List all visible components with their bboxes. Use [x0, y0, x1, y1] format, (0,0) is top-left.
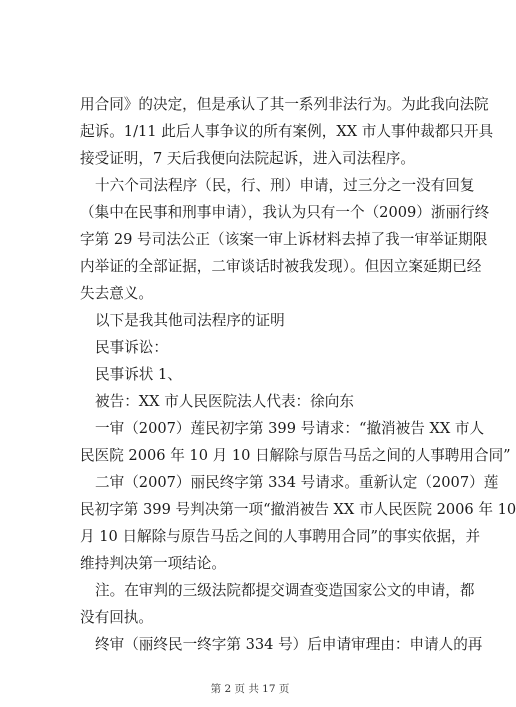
body-text-line: 以下是我其他司法程序的证明: [95, 312, 285, 329]
body-text-line: 维持判决第一项结论。: [80, 555, 226, 572]
body-text-line: 内举证的全部证据，二审谈话时被我发现）。但因立案延期已经: [80, 258, 482, 275]
body-text-line: 失去意义。: [80, 285, 153, 302]
body-text-line: （集中在民事和刑事申请），我认为只有一个（2009）浙丽行终: [80, 204, 490, 221]
body-text-line: 民事诉状 1、: [95, 366, 182, 383]
body-text-line: 二审（2007）丽民终字第 334 号请求。重新认定（2007）莲: [95, 474, 499, 491]
body-text-line: 注。在审判的三级法院都提交调查变造国家公文的申请，都: [95, 582, 475, 599]
body-text-line: 十六个司法程序（民，行、刑）申请，过三分之一没有回复: [95, 177, 475, 194]
section-heading: 民事诉讼：: [95, 339, 168, 356]
body-text-line: 起诉。1/11 此后人事争议的所有案例，XX 市人事仲裁都只开具: [80, 123, 494, 140]
body-text-line: 被告：XX 市人民医院法人代表：徐向东: [95, 393, 354, 410]
body-text-line: 没有回执。: [80, 609, 153, 626]
body-text-line: 月 10 日解除与原告马岳之间的人事聘用合同”的事实依据，并: [80, 528, 481, 545]
body-text-line: 民初字第 399 号判决第一项“撤消被告 XX 市人民医院 2006 年 10: [80, 501, 516, 518]
page-footer: 第 2 页 共 17 页: [210, 683, 290, 695]
body-text-line: 接受证明，7 天后我便向法院起诉，进入司法程序。: [80, 150, 415, 167]
body-text-line: 终审（丽终民一终字第 334 号）后申请审理由：申请人的再: [95, 636, 483, 653]
body-text-line: 用合同》的决定，但是承认了其一系列非法行为。为此我向法院: [80, 96, 489, 113]
body-text-line: 字第 29 号司法公正（该案一审上诉材料去掉了我一审举证期限: [80, 231, 488, 248]
body-text-line: 民医院 2006 年 10 月 10 日解除与原告马岳之间的人事聘用合同”: [80, 447, 511, 464]
body-text-line: 一审（2007）莲民初字第 399 号请求：“撤消被告 XX 市人: [95, 420, 485, 437]
